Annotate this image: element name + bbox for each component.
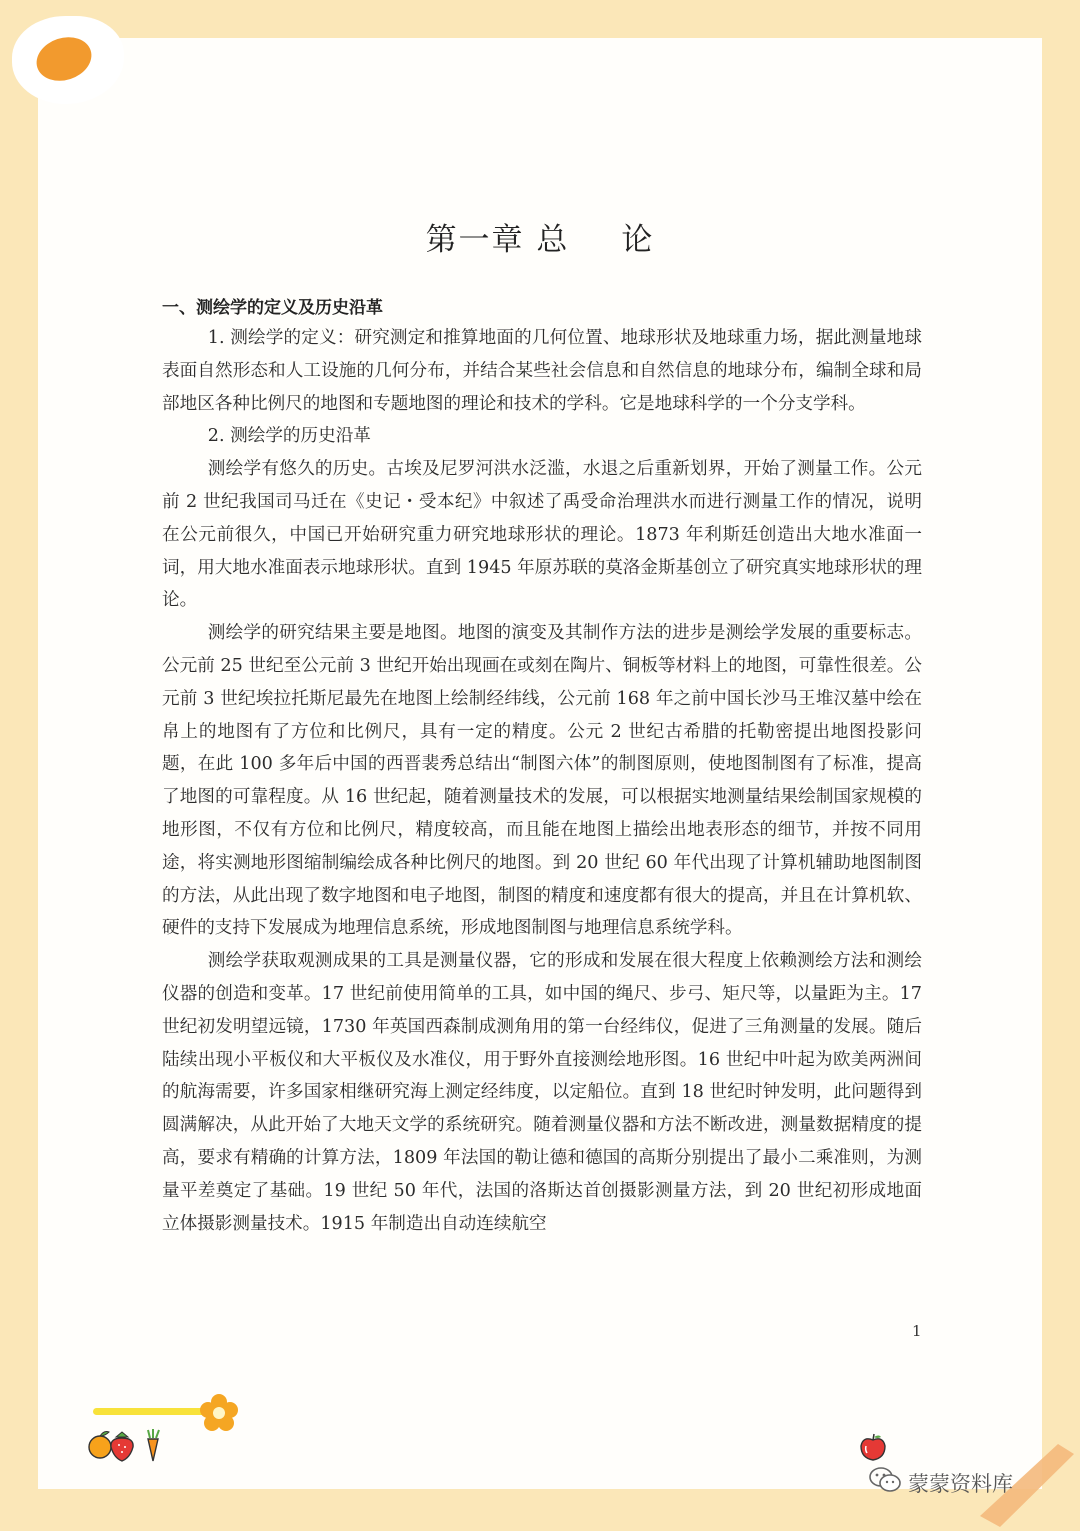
page-number: 1 [912,1322,922,1340]
chapter-title [0,214,1080,259]
paragraph-history-heading: 2. 测绘学的历史沿革 [207,426,371,447]
highlight-line [93,1408,211,1415]
orange-icon [89,1432,111,1459]
section-heading: 一、测绘学的定义及历史沿革 [162,298,383,318]
paragraph-definition: 1. 测绘学的定义：研究测定和推算地面的几何位置、地球形状及地球重力场，据此测量地球表面自然形态和人工设施的几何分布，并结合某些社会信息和自然信息的地球分布，编制全球和局部地区各种比例尺的地图和专题地图的理论和技术的学科。它是地球科学的一个分支学科。 [162,328,922,414]
wechat-icon [868,1466,902,1499]
apple-icon [858,1432,888,1466]
strawberry-icon [111,1432,133,1461]
paragraph-maps: 测绘学的研究结果主要是地图。地图的演变及其制作方法的进步是测绘学发展的重要标志。公元前 25 世纪至公元前 3 世纪开始出现画在或刻在陶片、铜板等材料上的地图，可靠性很差。公元前 3 世纪埃拉托斯尼最先在地图上绘制经纬线，公元前 168 年之前中国长沙马王堆汉墓中绘在帛上的地图有了方位和比例尺，具有一定的精度。公元 2 世纪古希腊的托勒密提出地图投影问题，在此 100 多年后中国的西晋裴秀总结出“制图六体”的制图原则，使地图制图有了标准，提高了地图的可靠程度。从 16 世纪起，随着测量技术的发展，可以根据实地测量结果绘制国家规模的地形图，不仅有方位和比例尺，精度较高，而且能在地图上描绘出地表形态的细节，并按不同用途，将实测地形图缩制编绘成各种比例尺的地图。到 20 世纪 60 年代出现了计算机辅助地图制图的方法，从此出现了数字地图和电子地图，制图的精度和速度都有很大的提高，并且在计算机软、硬件的支持下发展成为地理信息系统，形成地图制图与地理信息系统学科。 [162,623,922,939]
body-text [162,322,922,1240]
fruit-decorations [88,1428,172,1466]
paragraph-history: 测绘学有悠久的历史。古埃及尼罗河洪水泛滥，水退之后重新划界，开始了测量工作。公元前 2 世纪我国司马迁在《史记・受本纪》中叙述了禹受命治理洪水而进行测量工作的情况，说明在公元前很久，中国已开始研究重力研究地球形状的理论。1873 年利斯廷创造出大地水准面一词，用大地水准面表示地球形状。直到 1945 年原苏联的莫洛金斯基创立了研究真实地球形状的理论。 [162,459,922,611]
watermark [868,1466,1013,1499]
chapter-title-part1: 第一章 总 [425,222,570,258]
carrot-icon [148,1429,159,1461]
watermark-text: 蒙蒙资料库 [908,1471,1013,1496]
flower-icon [199,1393,239,1437]
paragraph-instruments: 测绘学获取观测成果的工具是测量仪器，它的形成和发展在很大程度上依赖测绘方法和测绘仪器的创造和变革。17 世纪前使用简单的工具，如中国的绳尺、步弓、矩尺等，以量距为主。17 世纪初发明望远镜，1730 年英国西森制成测角用的第一台经纬仪，促进了三角测量的发展。随后陆续出现小平板仪和大平板仪及水准仪，用于野外直接测绘地形图。16 世纪中叶起为欧美两洲间的航海需要，许多国家相继研究海上测定经纬度，以定船位。直到 18 世纪时钟发明，此问题得到圆满解决，从此开始了大地天文学的系统研究。随着测量仪器和方法不断改进，测量数据精度的提高，要求有精确的计算方法，1809 年法国的勒让德和德国的高斯分别提出了最小二乘准则，为测量平差奠定了基础。19 世纪 50 年代，法国的洛斯达首创摄影测量方法，到 20 世纪初形成地面立体摄影测量技术。1915 年制造出自动连续航空 [162,951,922,1234]
chapter-title-part2: 论 [621,222,655,258]
